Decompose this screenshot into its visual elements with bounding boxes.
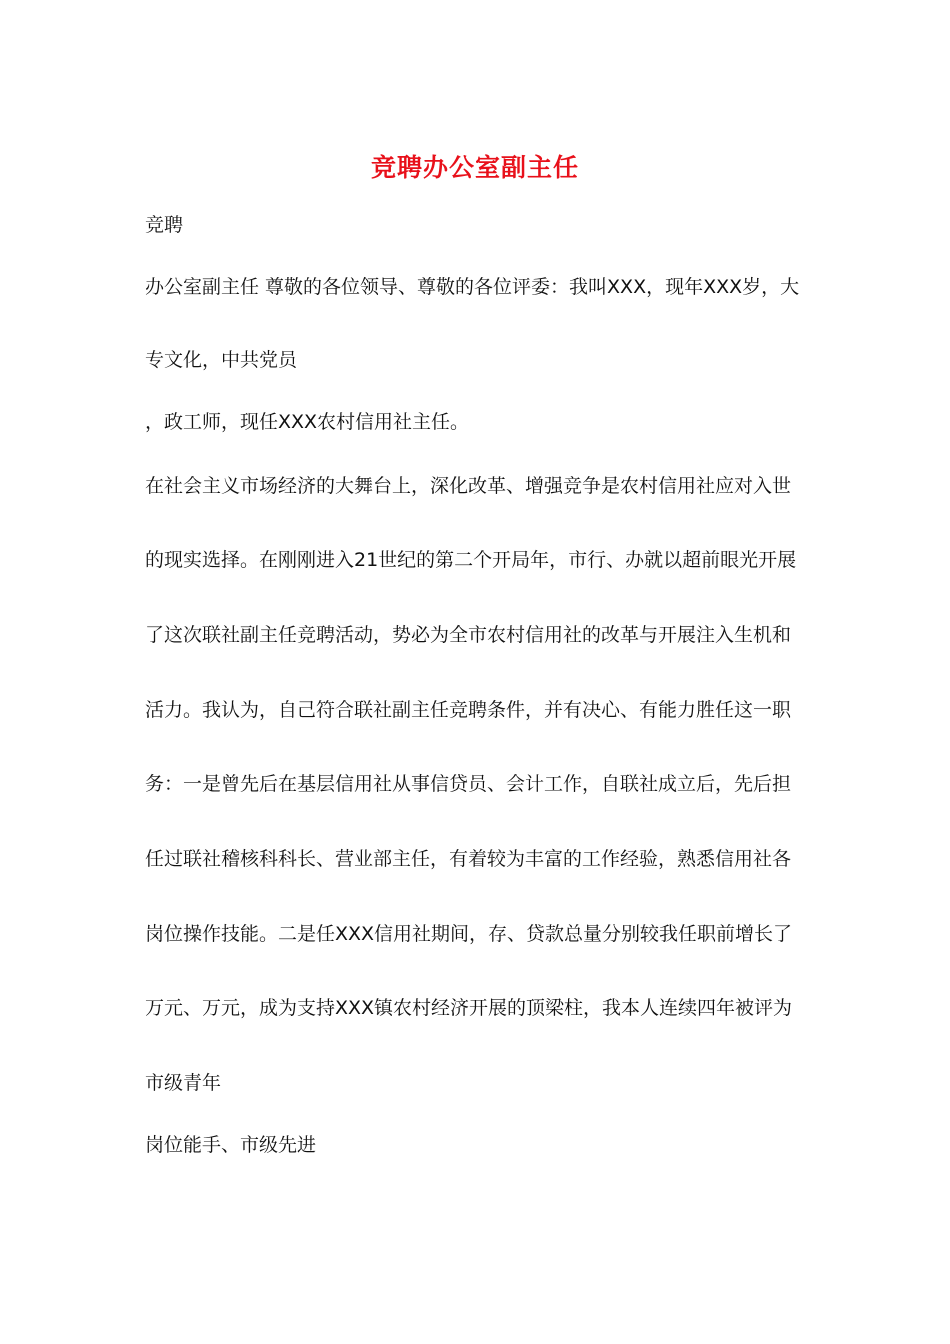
text-line: 专文化，中共党员 — [145, 349, 298, 371]
text-line: 办公室副主任 尊敬的各位领导、尊敬的各位评委：我叫XXX，现年XXX岁，大 — [145, 276, 800, 298]
text-line: 岗位操作技能。二是任XXX信用社期间，存、贷款总量分别较我任职前增长了 — [145, 923, 793, 945]
text-line: ，政工师，现任XXX农村信用社主任。 — [145, 411, 470, 433]
text-line: 竞聘 — [145, 214, 184, 236]
text-line: 万元、万元，成为支持XXX镇农村经济开展的顶梁柱，我本人连续四年被评为 — [145, 997, 793, 1019]
text-line: 了这次联社副主任竞聘活动，势必为全市农村信用社的改革与开展注入生机和 — [145, 624, 792, 646]
text-line: 在社会主义市场经济的大舞台上，深化改革、增强竞争是农村信用社应对入世 — [145, 475, 792, 497]
text-line: 的现实选择。在刚刚进入21世纪的第二个开局年，市行、办就以超前眼光开展 — [145, 549, 797, 571]
text-line: 务：一是曾先后在基层信用社从事信贷员、会计工作，自联社成立后，先后担 — [145, 773, 792, 795]
text-line: 市级青年 — [145, 1072, 222, 1094]
text-line: 活力。我认为，自己符合联社副主任竞聘条件，并有决心、有能力胜任这一职 — [145, 699, 792, 721]
text-line: 岗位能手、市级先进 — [145, 1134, 317, 1156]
document-title: 竞聘办公室副主任 — [370, 153, 579, 182]
text-line: 任过联社稽核科科长、营业部主任，有着较为丰富的工作经验，熟悉信用社各 — [145, 848, 792, 870]
